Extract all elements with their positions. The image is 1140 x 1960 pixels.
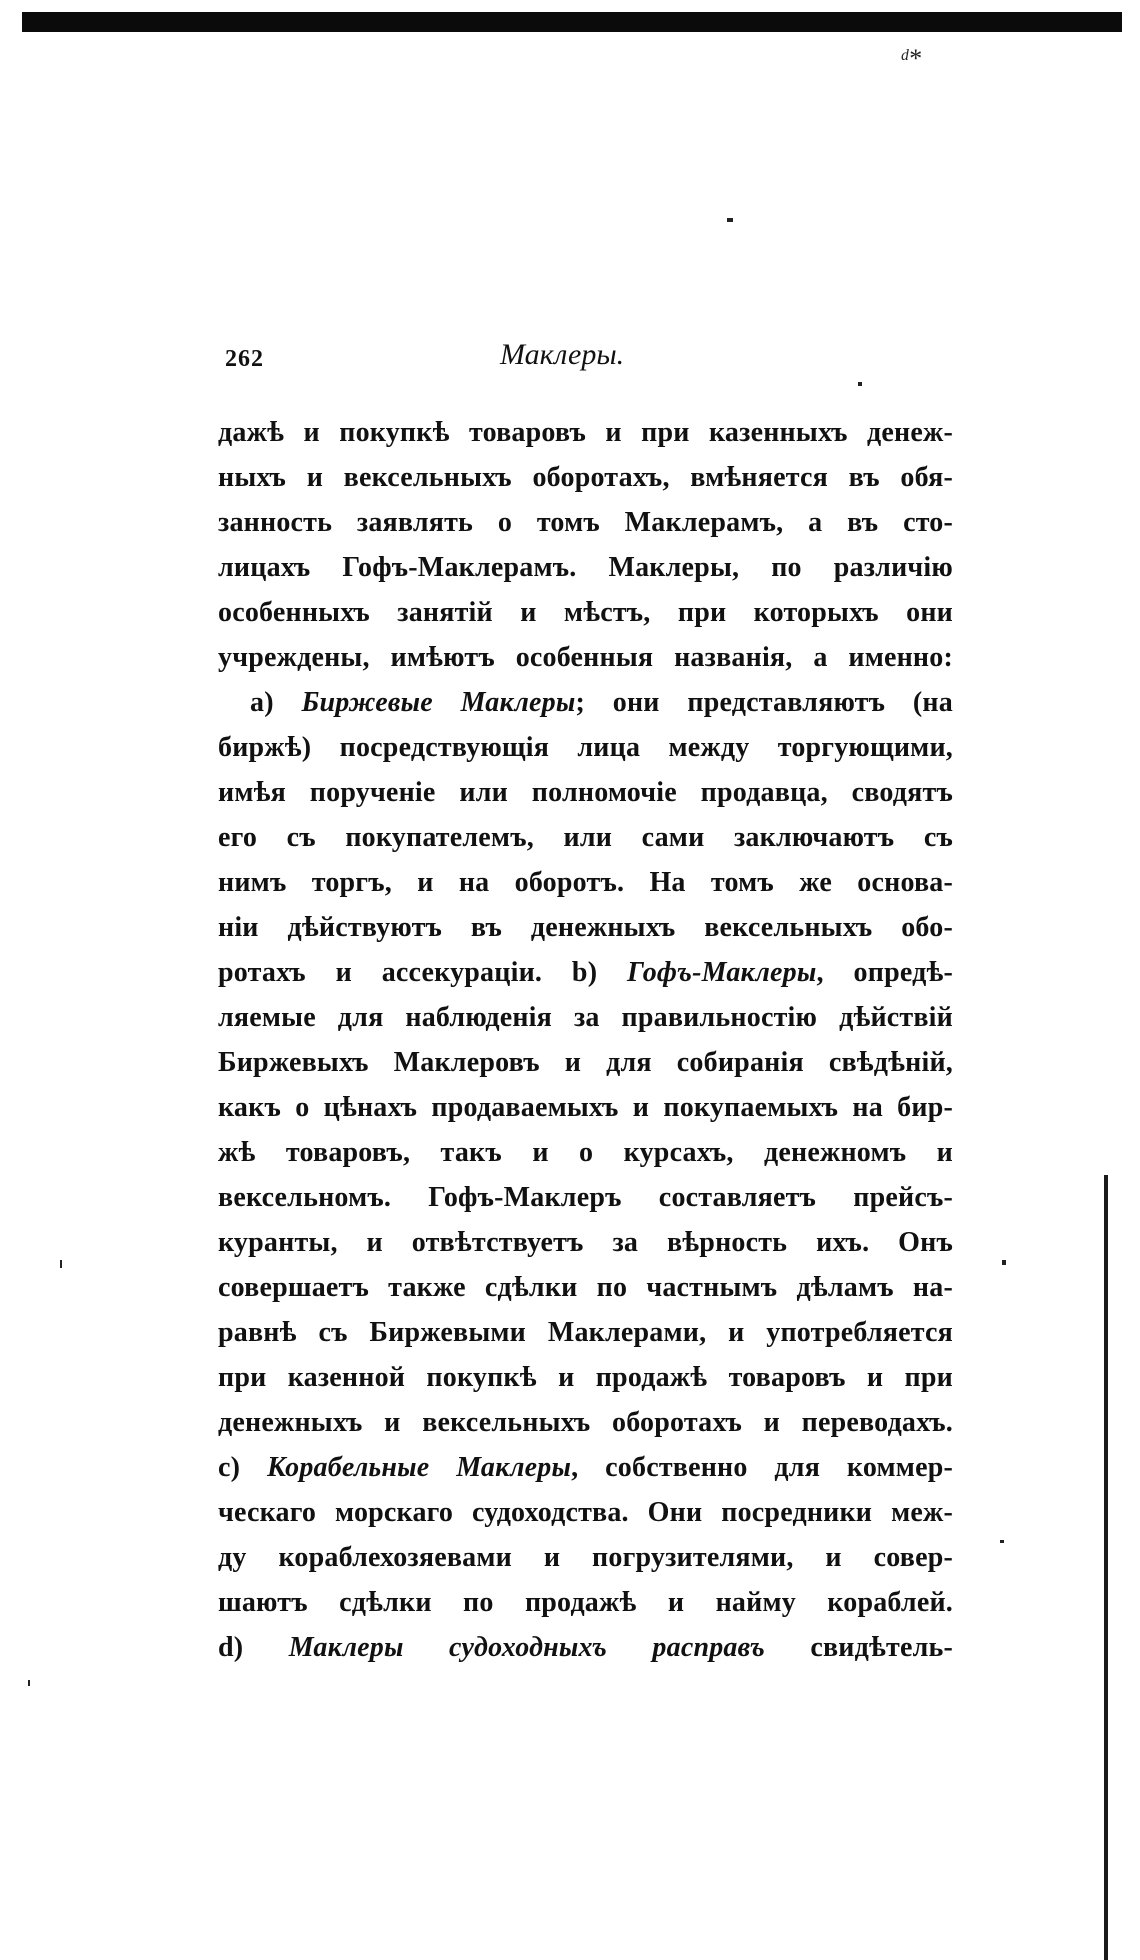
text-line xyxy=(218,1490,953,1535)
italic-term: Корабельные Маклеры xyxy=(267,1452,572,1483)
text-line xyxy=(218,1130,953,1175)
text-run: а) xyxy=(250,687,302,718)
text-run: ческаго морскаго судоходства. Они посредники меж- xyxy=(218,1497,953,1528)
text-run: с) xyxy=(218,1452,267,1483)
text-line xyxy=(218,1220,953,1265)
text-line xyxy=(218,1535,953,1580)
text-line xyxy=(218,1175,953,1220)
text-run: биржѣ) посредствующія лица между торгующими, xyxy=(218,732,953,763)
text-line xyxy=(218,410,953,455)
text-line xyxy=(218,635,953,680)
text-run: свидѣтель- xyxy=(764,1632,954,1663)
text-run: лицахъ Гофъ-Маклерамъ. Маклеры, по различію xyxy=(218,552,953,583)
text-run: денежныхъ и вексельныхъ оборотахъ и переводахъ. xyxy=(218,1407,953,1438)
text-line xyxy=(218,995,953,1040)
text-run: вексельномъ. Гофъ-Маклеръ составляетъ прейсъ- xyxy=(218,1182,953,1213)
speck-mark xyxy=(60,1260,62,1268)
text-run: имѣя порученіе или полномочіе продавца, сводятъ xyxy=(218,777,953,808)
text-line xyxy=(218,1445,953,1490)
italic-term: Гофъ-Маклеры xyxy=(627,957,817,988)
text-run: , собственно для коммер- xyxy=(571,1452,953,1483)
text-line xyxy=(218,680,953,725)
text-run: ныхъ и вексельныхъ оборотахъ, вмѣняется въ обя- xyxy=(218,462,953,493)
text-run: куранты, и отвѣтствуетъ за вѣрность ихъ. Онъ xyxy=(218,1227,953,1258)
text-run: дажѣ и покупкѣ товаровъ и при казенныхъ денеж- xyxy=(218,417,953,448)
text-line xyxy=(218,1625,953,1670)
text-line xyxy=(218,1355,953,1400)
speck-mark xyxy=(1000,1540,1004,1543)
text-line xyxy=(218,1085,953,1130)
text-line xyxy=(218,905,953,950)
speck-mark xyxy=(727,218,733,222)
text-run: его съ покупателемъ, или сами заключаютъ съ xyxy=(218,822,953,853)
page-header xyxy=(225,338,925,388)
text-line xyxy=(218,860,953,905)
text-run: какъ о цѣнахъ продаваемыхъ и покупаемыхъ на бир- xyxy=(218,1092,953,1123)
text-run: жѣ товаровъ, такъ и о курсахъ, денежномъ и xyxy=(218,1137,953,1168)
text-run: , опредѣ- xyxy=(816,957,953,988)
text-line xyxy=(218,455,953,500)
page-number: 262 xyxy=(225,346,264,372)
text-run: при казенной покупкѣ и продажѣ товаровъ и при xyxy=(218,1362,953,1393)
text-line xyxy=(218,1400,953,1445)
text-run: ротахъ и ассекураціи. b) xyxy=(218,957,628,988)
text-line xyxy=(218,545,953,590)
text-run: нимъ торгъ, и на оборотъ. На томъ же основа- xyxy=(218,867,953,898)
scan-right-edge xyxy=(1104,1175,1108,1960)
text-run: равнѣ съ Биржевыми Маклерами, и употребляется xyxy=(218,1317,953,1348)
text-run: совершаетъ также сдѣлки по частнымъ дѣламъ на- xyxy=(218,1272,953,1303)
text-run: d) xyxy=(218,1632,289,1663)
text-line xyxy=(218,1265,953,1310)
text-run: особенныхъ занятій и мѣстъ, при которыхъ они xyxy=(218,597,953,628)
text-line xyxy=(218,1310,953,1355)
text-run: шаютъ сдѣлки по продажѣ и найму кораблей. xyxy=(218,1587,953,1618)
text-run: ніи дѣйствуютъ въ денежныхъ вексельныхъ обо- xyxy=(218,912,953,943)
running-head: Маклеры. xyxy=(500,338,625,371)
body-text xyxy=(218,410,953,1670)
text-line xyxy=(218,590,953,635)
text-run: занность заявлять о томъ Маклерамъ, а въ сто- xyxy=(218,507,953,538)
corner-handwritten-mark: ᵈ* xyxy=(900,44,922,73)
text-line xyxy=(218,950,953,995)
speck-mark xyxy=(28,1680,30,1686)
italic-term: Маклеры судоходныхъ расправъ xyxy=(288,1632,765,1663)
text-run: ; они представляютъ (на xyxy=(575,687,953,718)
text-line xyxy=(218,815,953,860)
text-run: учреждены, имѣютъ особенныя названія, а именно: xyxy=(218,642,953,673)
text-run: Биржевыхъ Маклеровъ и для собиранія свѣдѣній, xyxy=(218,1047,953,1078)
speck-mark xyxy=(1002,1260,1006,1265)
text-line xyxy=(218,500,953,545)
italic-term: Биржевые Маклеры xyxy=(301,687,576,718)
text-line xyxy=(218,770,953,815)
scan-top-border xyxy=(22,12,1122,32)
text-line xyxy=(218,725,953,770)
text-run: ляемые для наблюденія за правильностію дѣйствій xyxy=(218,1002,953,1033)
text-line xyxy=(218,1040,953,1085)
text-run: ду кораблехозяевами и погрузителями, и совер- xyxy=(218,1542,953,1573)
text-line xyxy=(218,1580,953,1625)
